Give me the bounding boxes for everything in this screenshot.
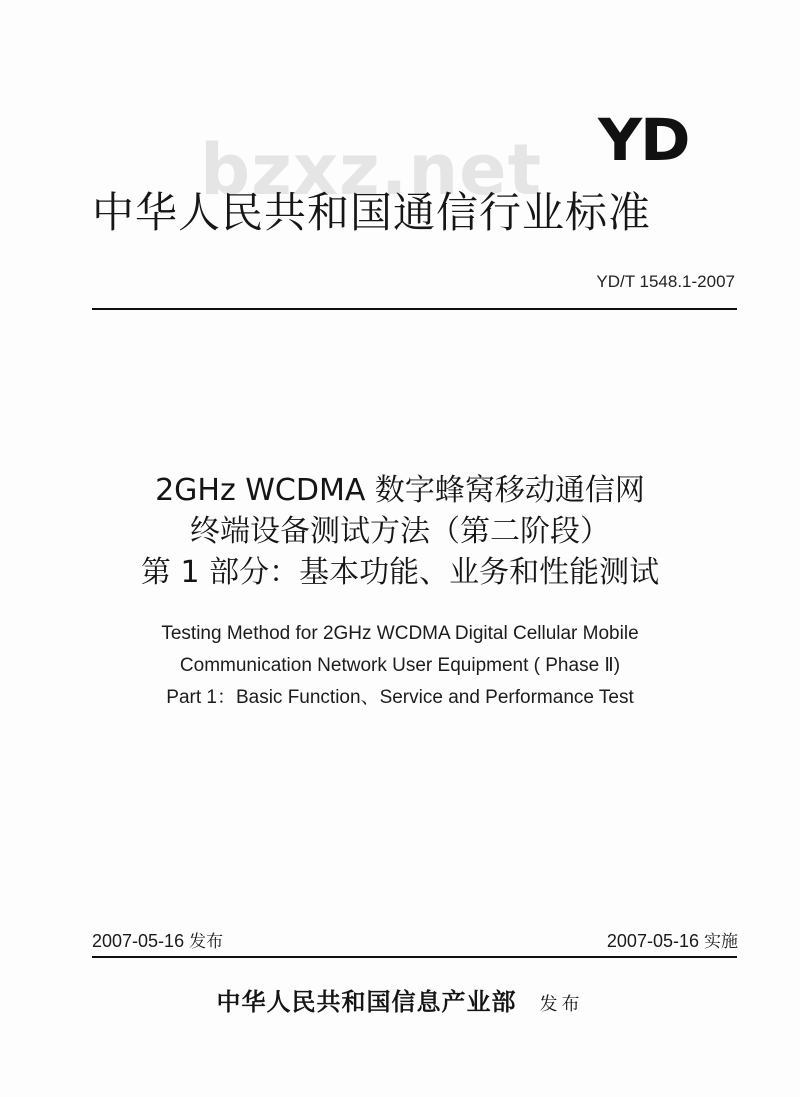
english-title xyxy=(0,618,800,714)
english-title-line-1: Testing Method for 2GHz WCDMA Digital Cellular Mobile xyxy=(161,623,639,644)
implement-date xyxy=(607,931,738,952)
english-title-line-3: Part 1：Basic Function、Service and Performance Test xyxy=(166,687,634,708)
chinese-title xyxy=(0,470,800,593)
issue-date-label: 发布 xyxy=(189,932,224,952)
yd-logo: YD xyxy=(598,106,689,174)
english-title-line-2: Communication Network User Equipment ( Phase Ⅱ) xyxy=(179,655,621,676)
issuer xyxy=(0,985,800,1022)
watermark: bzxz.net xyxy=(200,129,543,211)
issuer-name: 中华人民共和国信息产业部 xyxy=(216,987,517,1016)
issuer-action: 发布 xyxy=(539,994,584,1015)
bottom-divider xyxy=(92,956,737,958)
org-title: 中华人民共和国通信行业标准 xyxy=(92,188,652,237)
implement-date-label: 实施 xyxy=(704,932,738,952)
implement-date-value: 2007-05-16 xyxy=(606,931,699,951)
chinese-title-line-3: 第 1 部分：基本功能、业务和性能测试 xyxy=(140,555,660,590)
top-divider xyxy=(92,308,737,310)
issue-date-value: 2007-05-16 xyxy=(92,931,185,951)
standard-number: YD/T 1548.1-2007 xyxy=(596,272,735,291)
chinese-title-line-2: 终端设备测试方法（第二阶段） xyxy=(190,514,610,549)
chinese-title-line-1: 2GHz WCDMA 数字蜂窝移动通信网 xyxy=(155,473,645,508)
issue-date xyxy=(92,931,223,952)
